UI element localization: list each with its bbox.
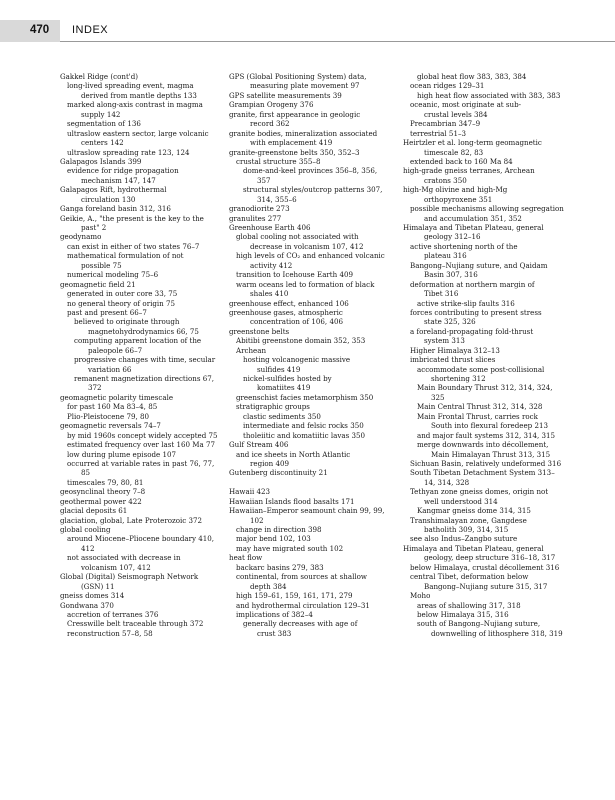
index-entry: greenstone belts	[229, 326, 290, 336]
index-entry: mathematical formulation of not	[67, 251, 184, 261]
index-entry: greenhouse effect, enhanced 106	[229, 298, 349, 308]
index-entry: geomagnetic field 21	[60, 279, 136, 289]
index-entry: extended back to 160 Ma 84	[410, 156, 513, 166]
index-entry: shortening 312	[431, 374, 486, 383]
index-entry: glacial deposits 61	[60, 506, 128, 516]
index-entry: volcanism 107, 412	[81, 562, 151, 572]
index-entry: see also Indus–Zangbo suture	[410, 534, 518, 544]
index-entry: decrease in volcanism 107, 412	[250, 241, 364, 251]
index-entry: change in direction 398	[236, 525, 322, 534]
index-entry: Geikie, A., "the present is the key to the	[60, 213, 204, 223]
index-entry: derived from mantle depths 133	[81, 90, 197, 100]
index-entry: geology 312–16	[424, 232, 481, 242]
index-entry: stratigraphic groups	[236, 402, 310, 412]
index-entry: ultraslow spreading rate 123, 124	[67, 147, 190, 157]
index-entry: South into flexural foredeep 213	[431, 421, 548, 431]
index-entry: computing apparent location of the	[74, 336, 202, 346]
index-entry: system 313	[424, 336, 465, 346]
index-entry: believed to originate through	[74, 317, 180, 327]
index-entry: tholeiitic and komatiitic lavas 350	[243, 430, 366, 440]
index-entry: 357	[257, 175, 271, 185]
index-entry: Sichuan Basin, relatively undeformed 316	[410, 458, 562, 468]
index-entry: oceanic, most originate at sub-	[410, 100, 522, 110]
index-entry: not associated with decrease in	[67, 553, 181, 563]
index-entry: sulfides 419	[257, 364, 301, 374]
index-entry: Transhimalayan zone, Gangdese	[410, 515, 527, 525]
header-rule	[60, 41, 615, 42]
index-entry: dome-and-keel provinces 356–8, 356,	[243, 166, 378, 176]
index-entry: heat flow	[229, 553, 263, 563]
index-entry: crustal levels 384	[424, 109, 488, 119]
index-entry: implications of 382–4	[236, 609, 313, 619]
index-entry: Gutenberg discontinuity 21	[229, 468, 328, 478]
index-entry: Greenhouse Earth 406	[229, 223, 311, 232]
index-entry: centers 142	[81, 138, 124, 148]
index-entry: Main Himalayan Thrust 313, 315	[431, 449, 551, 459]
index-entry: 314, 355–6	[257, 194, 297, 204]
index-entry: areas of shallowing 317, 318	[417, 600, 521, 610]
index-entry: imbricated thrust slices	[410, 355, 496, 365]
index-entry: by mid 1960s concept widely accepted 75	[67, 430, 218, 440]
index-entry: active shortening north of the	[410, 241, 518, 251]
index-entry: Heirtzler et al. long-term geomagnetic	[403, 138, 542, 148]
index-entry: and ice sheets in North Atlantic	[236, 449, 351, 459]
index-column-2	[229, 72, 397, 638]
index-entry: geothermal power 422	[60, 496, 142, 506]
index-entry: state 325, 326	[424, 317, 476, 327]
index-entry: greenhouse gases, atmospheric	[229, 307, 343, 317]
index-entry: past and present 66–7	[67, 307, 147, 317]
index-entry: concentration of 106, 406	[250, 317, 343, 327]
index-entry: central Tibet, deformation below	[410, 572, 529, 582]
index-entry: GPS (Global Positioning System) data,	[229, 72, 367, 81]
index-entry: komatiites 419	[257, 383, 311, 393]
index-entry: Hawaiian Islands flood basalts 171	[229, 496, 355, 506]
index-entry: accommodate some post-collisional	[417, 364, 545, 374]
index-entry: numerical modeling 75–6	[67, 270, 159, 280]
index-entry: Higher Himalaya 312–13	[410, 345, 500, 355]
index-entry: hosting volcanogenic massive	[243, 355, 351, 365]
index-entry: granodiorite 273	[229, 204, 290, 214]
index-entry: Basin 307, 316	[424, 270, 478, 280]
index-entry: timescale 82, 83	[424, 147, 484, 157]
index-entry: reconstruction 57–8, 58	[67, 628, 153, 638]
index-entry: and major fault systems 312, 314, 315	[417, 430, 556, 440]
index-entry: a foreland-propagating fold-thrust	[410, 326, 534, 336]
index-entry: measuring plate movement 97	[250, 81, 360, 91]
index-entry: Plio-Pleistocene 79, 80	[67, 411, 150, 421]
index-entry: granite bodies, mineralization associated	[229, 128, 378, 138]
index-entry: Precambrian 347–9	[410, 119, 481, 129]
index-entry: evidence for ridge propagation	[67, 166, 179, 176]
index-entry: Grampian Orogeny 376	[229, 100, 314, 110]
index-entry: region 409	[250, 458, 290, 468]
index-entry: occurred at variable rates in past 76, 77,	[67, 458, 215, 468]
index-entry: crust 383	[257, 628, 292, 638]
index-entry: geomagnetic polarity timescale	[60, 392, 174, 402]
index-entry: global cooling	[60, 525, 111, 534]
index-entry: (GSN) 11	[81, 581, 115, 591]
index-entry: geosynclinal theory 7–8	[60, 487, 146, 497]
index-entry: Global (Digital) Seismograph Network	[60, 572, 199, 582]
page-number-box	[0, 20, 60, 42]
index-entry: South Tibetan Detachment System 313–	[410, 468, 555, 478]
index-entry: downwelling of lithosphere 318, 319	[431, 628, 563, 638]
index-entry: possible mechanisms allowing segregation	[410, 204, 564, 214]
index-entry: geodynamo	[60, 232, 102, 242]
index-entry: merge downwards into décollement,	[417, 440, 549, 450]
index-entry: generally decreases with age of	[243, 619, 358, 629]
index-entry: high-Mg olivine and high-Mg	[403, 185, 508, 195]
index-entry: terrestrial 51–3	[410, 128, 467, 138]
index-entry: below Himalaya, crustal décollement 316	[410, 562, 560, 572]
index-entry: major bend 102, 103	[236, 534, 311, 544]
index-entry: Gakkel Ridge (cont'd)	[60, 72, 139, 81]
index-entry: timescales 79, 80, 81	[67, 477, 144, 487]
index-entry: generated in outer core 33, 75	[67, 289, 178, 299]
index-entry: 372	[88, 383, 102, 393]
index-entry: cratons 350	[424, 175, 467, 185]
index-entry: high levels of CO₂ and enhanced volcanic	[236, 251, 385, 261]
index-entry: accretion of terranes 376	[67, 609, 159, 619]
index-entry: estimated frequency over last 160 Ma 77	[67, 440, 216, 450]
index-entry: Cresswille belt traceable through 372	[67, 619, 204, 629]
index-entry: transition to Icehouse Earth 409	[236, 270, 354, 280]
index-entry: glaciation, global, Late Proterozoic 372	[60, 515, 203, 525]
index-entry: south of Bangong–Nujiang suture,	[417, 619, 541, 629]
index-entry: mechanism 147, 147	[81, 175, 156, 185]
index-entry: high 159–61, 159, 161, 171, 279	[236, 591, 353, 601]
index-entry: Gulf Stream 406	[229, 440, 289, 450]
index-entry: Bangong–Nujiang suture 315, 317	[424, 581, 548, 591]
index-entry: Main Frontal Thrust, carries rock	[417, 411, 538, 421]
index-entry: long-lived spreading event, magma	[67, 81, 194, 91]
index-entry: well understood 314	[424, 496, 498, 506]
index-entry: orthopyroxene 351	[424, 194, 493, 204]
index-entry: forces contributing to present stress	[410, 307, 542, 317]
index-entry: Galapagos Islands 399	[60, 156, 142, 166]
index-entry: backarc basins 279, 383	[236, 562, 324, 572]
index-entry: Himalaya and Tibetan Plateau, general	[403, 543, 544, 553]
index-entry: plateau 316	[424, 251, 467, 261]
index-entry: around Miocene–Pliocene boundary 410,	[67, 534, 215, 544]
index-entry: ultraslow eastern sector, large volcanic	[67, 128, 209, 138]
index-entry: structural styles/outcrop patterns 307,	[243, 185, 383, 195]
index-entry: Tethyan zone gneiss domes, origin not	[410, 487, 549, 497]
index-entry: Archean	[236, 345, 267, 355]
index-entry: deformation at northern margin of	[410, 279, 535, 289]
index-entry: 102	[250, 515, 264, 525]
index-entry: continental, from sources at shallow	[236, 572, 367, 582]
index-entry: global cooling not associated with	[236, 232, 359, 242]
index-entry: marked along-axis contrast in magma	[67, 100, 203, 110]
index-entry: shales 410	[250, 289, 289, 299]
index-entry: no general theory of origin 75	[67, 298, 176, 308]
index-entry: intermediate and felsic rocks 350	[243, 421, 364, 431]
page-header	[0, 20, 615, 42]
index-entry: below Himalaya 315, 316	[417, 609, 509, 619]
index-entry: greenschist facies metamorphism 350	[236, 392, 374, 402]
index-entry: progressive changes with time, secular	[74, 355, 216, 365]
index-entry: batholith 309, 314, 315	[424, 525, 509, 534]
index-entry: past" 2	[81, 223, 107, 232]
index-spacer	[229, 478, 397, 487]
index-entry: GPS satellite measurements 39	[229, 90, 342, 100]
index-entry: record 362	[250, 119, 290, 129]
index-entry: Ganga foreland basin 312, 316	[60, 204, 171, 214]
index-entry: circulation 130	[81, 194, 136, 204]
page-number: 470	[30, 24, 50, 36]
index-entry: Gondwana 370	[60, 600, 114, 610]
index-entry: for past 160 Ma 83–4, 85	[67, 402, 158, 412]
index-entry: magnetohydrodynamics 66, 75	[88, 326, 199, 336]
index-entry: high-grade gneiss terranes, Archean	[403, 166, 535, 176]
index-entry: 85	[81, 468, 91, 478]
index-entry: high heat flow associated with 383, 383	[417, 90, 561, 100]
index-entry: clastic sediments 350	[243, 411, 321, 421]
index-entry: and hydrothermal circulation 129–31	[236, 600, 370, 610]
index-entry: 325	[431, 392, 445, 402]
index-entry: granite-greenstone belts 350, 352–3	[229, 147, 360, 157]
index-entry: active strike-slip faults 316	[417, 298, 515, 308]
index-entry: Moho	[410, 591, 431, 601]
index-entry: may have migrated south 102	[236, 543, 344, 553]
index-entry: Galapagos Rift, hydrothermal	[60, 185, 167, 195]
index-entry: segmentation of 136	[67, 119, 141, 129]
index-entry: Hawaiian–Emperor seamount chain 99, 99,	[229, 506, 385, 516]
index-entry: geomagnetic reversals 74–7	[60, 421, 161, 431]
index-entry: warm oceans led to formation of black	[236, 279, 375, 289]
index-entry: Hawaii 423	[229, 487, 271, 497]
index-column-1	[60, 72, 222, 638]
index-column-3	[403, 72, 568, 638]
index-entry: and accumulation 351, 352	[424, 213, 522, 223]
index-entry: gneiss domes 314	[60, 591, 125, 601]
index-entry: low during plume episode 107	[67, 449, 177, 459]
index-entry: possible 75	[81, 260, 122, 270]
index-entry: granite, first appearance in geologic	[229, 109, 361, 119]
index-entry: variation 66	[88, 364, 132, 374]
index-entry: Tibet 316	[424, 289, 459, 299]
index-entry: crustal structure 355–8	[236, 156, 321, 166]
index-entry: supply 142	[81, 109, 121, 119]
index-entry: Abitibi greenstone domain 352, 353	[236, 336, 366, 346]
index-entry: paleopole 66–7	[88, 345, 143, 355]
index-entry: global heat flow 383, 383, 384	[417, 72, 527, 81]
index-entry: can exist in either of two states 76–7	[67, 241, 200, 251]
index-entry: Main Boundary Thrust 312, 314, 324,	[417, 383, 553, 393]
index-entry: geology, deep structure 316–18, 317	[424, 553, 556, 563]
index-entry: Bangong–Nujiang suture, and Qaidam	[410, 260, 548, 270]
index-entry: ocean ridges 129–31	[410, 81, 485, 91]
page-title: INDEX	[72, 24, 109, 36]
index-entry: 14, 314, 328	[424, 477, 470, 487]
index-entry: depth 384	[250, 581, 287, 591]
index-entry: Himalaya and Tibetan Plateau, general	[403, 223, 544, 232]
index-entry: 412	[81, 543, 95, 553]
index-entry: Kangmar gneiss dome 314, 315	[417, 506, 531, 516]
index-entry: remanent magnetization directions 67,	[74, 374, 215, 383]
index-entry: granulites 277	[229, 213, 282, 223]
index-entry: Main Central Thrust 312, 314, 328	[417, 402, 543, 412]
index-entry: activity 412	[250, 260, 293, 270]
index-entry: with emplacement 419	[250, 138, 333, 148]
index-entry: nickel-sulfides hosted by	[243, 374, 332, 383]
